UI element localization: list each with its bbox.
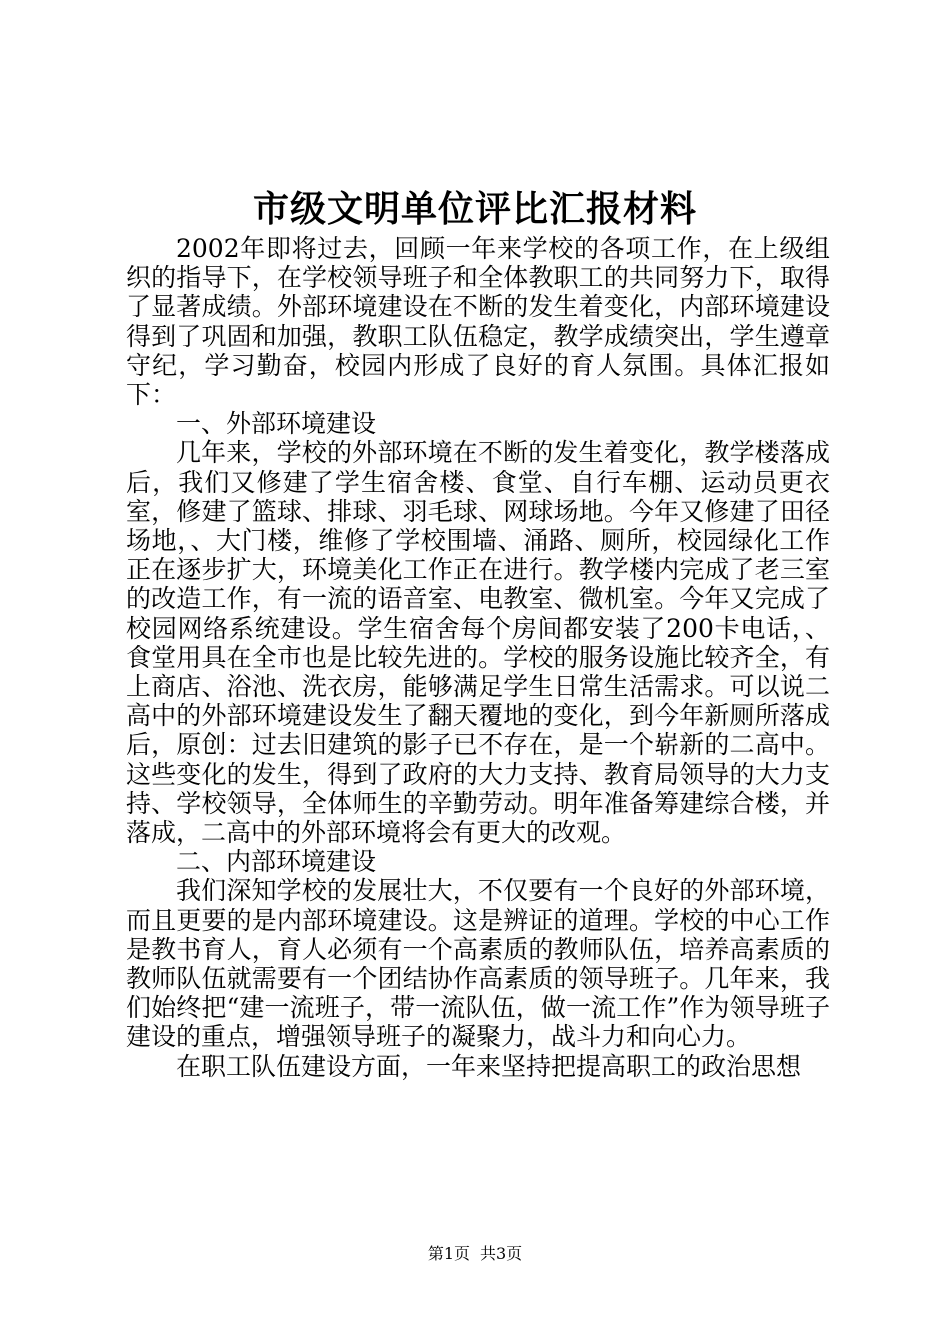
page-number: 第1页	[427, 1244, 470, 1263]
page-total: 共3页	[480, 1244, 523, 1263]
paragraph-intro: 2002年即将过去，回顾一年来学校的各项工作，在上级组织的指导下，在学校领导班子和全体教职工的共同努力下，取得了显著成绩。外部环境建设在不断的发生着变化，内部环境建设得到了巩固和加强，教职工队伍稳定，教学成绩突出，学生遵章守纪，学习勤奋，校园内形成了良好的育人氛围。具体汇报如下：	[126, 234, 830, 410]
paragraph-external-environment: 几年来，学校的外部环境在不断的发生着变化，教学楼落成后，我们又修建了学生宿舍楼、食堂、自行车棚、运动员更衣室，修建了篮球、排球、羽毛球、网球场地。今年又修建了田径场地，、大门楼，维修了学校围墙、涌路、厕所，校园绿化工作正在逐步扩大，环境美化工作正在进行。教学楼内完成了老三室的改造工作，有一流的语音室、电教室、微机室。今年又完成了校园网络系统建设。学生宿舍每个房间都安装了200卡电话，、食堂用具在全市也是比较先进的。学校的服务设施比较齐全，有上商店、浴池、洗衣房，能够满足学生日常生活需求。可以说二高中的外部环境建设发生了翻天覆地的变化，到今年新厕所落成后，原创：过去旧建筑的影子已不存在，是一个崭新的二高中。这些变化的发生，得到了政府的大力支持、教育局领导的大力支持、学校领导，全体师生的辛勤劳动。明年准备筹建综合楼，并落成，二高中的外部环境将会有更大的改观。	[126, 438, 830, 848]
section-heading-external: 一、外部环境建设	[176, 409, 377, 439]
paragraph-internal-environment: 我们深知学校的发展壮大，不仅要有一个良好的外部环境，而且更要的是内部环境建设。这是辨证的道理。学校的中心工作是教书育人，育人必须有一个高素质的教师队伍，培养高素质的教师队伍就需要有一个团结协作高素质的领导班子。几年来，我们始终把“建一流班子，带一流队伍，做一流工作”作为领导班子建设的重点，增强领导班子的凝聚力，战斗力和向心力。	[126, 876, 830, 1052]
page-footer	[0, 1243, 950, 1265]
paragraph-staff-building: 在职工队伍建设方面，一年来坚持把提高职工的政治思想	[176, 1051, 802, 1081]
document-title: 市级文明单位评比汇报材料	[252, 188, 697, 230]
document-body	[126, 234, 830, 1081]
section-heading-internal: 二、内部环境建设	[176, 847, 377, 877]
